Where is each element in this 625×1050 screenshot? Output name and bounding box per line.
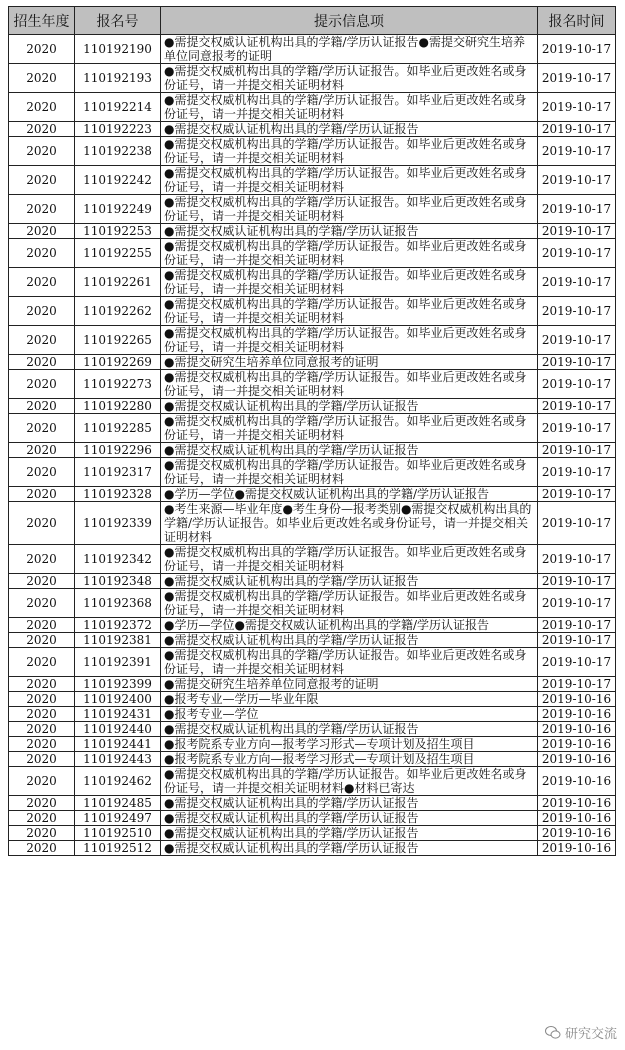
table-row [9, 64, 616, 93]
header-reg-id: 报名号 [75, 7, 161, 35]
cell-info: ●需提交权威认证机构出具的学籍/学历认证报告●需提交研究生培养单位同意报考的证明 [161, 35, 538, 64]
cell-info: ●报考院系专业方向—报考学习形式—专项计划及招生项目 [161, 737, 538, 752]
cell-reg-id: 110192462 [75, 767, 161, 796]
cell-year: 2020 [9, 648, 75, 677]
cell-date: 2019-10-17 [538, 545, 616, 574]
cell-reg-id: 110192269 [75, 355, 161, 370]
cell-year: 2020 [9, 677, 75, 692]
table-row [9, 707, 616, 722]
cell-reg-id: 110192328 [75, 487, 161, 502]
cell-year: 2020 [9, 737, 75, 752]
cell-reg-id: 110192265 [75, 326, 161, 355]
table-body [9, 35, 616, 856]
table-row [9, 722, 616, 737]
cell-reg-id: 110192262 [75, 297, 161, 326]
table-row [9, 692, 616, 707]
table-row [9, 841, 616, 856]
table-row [9, 297, 616, 326]
cell-date: 2019-10-17 [538, 122, 616, 137]
cell-date: 2019-10-16 [538, 752, 616, 767]
table-row [9, 677, 616, 692]
cell-year: 2020 [9, 35, 75, 64]
table-row [9, 355, 616, 370]
cell-date: 2019-10-17 [538, 355, 616, 370]
cell-info: ●需提交权威认证机构出具的学籍/学历认证报告 [161, 399, 538, 414]
cell-date: 2019-10-17 [538, 414, 616, 443]
cell-reg-id: 110192280 [75, 399, 161, 414]
table-row [9, 545, 616, 574]
cell-date: 2019-10-16 [538, 722, 616, 737]
table-row [9, 633, 616, 648]
cell-reg-id: 110192253 [75, 224, 161, 239]
cell-reg-id: 110192497 [75, 811, 161, 826]
cell-reg-id: 110192399 [75, 677, 161, 692]
cell-year: 2020 [9, 224, 75, 239]
table-row [9, 166, 616, 195]
cell-date: 2019-10-16 [538, 811, 616, 826]
cell-info: ●需提交权威机构出具的学籍/学历认证报告。如毕业后更改姓名或身份证号，请一并提交相关证明材料●材料已寄达 [161, 767, 538, 796]
cell-year: 2020 [9, 545, 75, 574]
cell-year: 2020 [9, 414, 75, 443]
cell-date: 2019-10-17 [538, 166, 616, 195]
table-row [9, 811, 616, 826]
cell-reg-id: 110192238 [75, 137, 161, 166]
cell-date: 2019-10-17 [538, 35, 616, 64]
wechat-icon [545, 1026, 561, 1039]
cell-date: 2019-10-16 [538, 826, 616, 841]
table-row [9, 737, 616, 752]
cell-info: ●需提交权威机构出具的学籍/学历认证报告。如毕业后更改姓名或身份证号，请一并提交相关证明材料 [161, 297, 538, 326]
table-row [9, 618, 616, 633]
table-row [9, 487, 616, 502]
cell-date: 2019-10-17 [538, 648, 616, 677]
table-row [9, 826, 616, 841]
cell-info: ●需提交权威认证机构出具的学籍/学历认证报告 [161, 122, 538, 137]
cell-date: 2019-10-17 [538, 326, 616, 355]
cell-info: ●需提交权威机构出具的学籍/学历认证报告。如毕业后更改姓名或身份证号，请一并提交相关证明材料 [161, 195, 538, 224]
cell-info: ●需提交权威认证机构出具的学籍/学历认证报告 [161, 722, 538, 737]
table-row [9, 239, 616, 268]
cell-year: 2020 [9, 767, 75, 796]
cell-date: 2019-10-17 [538, 677, 616, 692]
cell-reg-id: 110192255 [75, 239, 161, 268]
cell-year: 2020 [9, 195, 75, 224]
table-row [9, 35, 616, 64]
table-row [9, 767, 616, 796]
cell-date: 2019-10-17 [538, 458, 616, 487]
cell-year: 2020 [9, 122, 75, 137]
cell-info: ●需提交权威认证机构出具的学籍/学历认证报告 [161, 224, 538, 239]
watermark-text: 研究交流 [564, 1027, 617, 1042]
table-row [9, 224, 616, 239]
cell-info: ●需提交权威机构出具的学籍/学历认证报告。如毕业后更改姓名或身份证号，请一并提交相关证明材料 [161, 414, 538, 443]
cell-year: 2020 [9, 692, 75, 707]
header-date: 报名时间 [538, 7, 616, 35]
cell-year: 2020 [9, 93, 75, 122]
cell-year: 2020 [9, 618, 75, 633]
cell-info: ●报考院系专业方向—报考学习形式—专项计划及招生项目 [161, 752, 538, 767]
cell-info: ●需提交权威机构出具的学籍/学历认证报告。如毕业后更改姓名或身份证号，请一并提交相关证明材料 [161, 137, 538, 166]
cell-year: 2020 [9, 458, 75, 487]
cell-reg-id: 110192285 [75, 414, 161, 443]
cell-info: ●考生来源—毕业年度●考生身份—报考类别●需提交权威机构出具的学籍/学历认证报告。如毕业后更改姓名或身份证号，请一并提交相关证明材料 [161, 502, 538, 545]
cell-info: ●需提交权威认证机构出具的学籍/学历认证报告 [161, 841, 538, 856]
cell-year: 2020 [9, 633, 75, 648]
table-row [9, 370, 616, 399]
cell-date: 2019-10-17 [538, 297, 616, 326]
cell-date: 2019-10-16 [538, 841, 616, 856]
table-row [9, 458, 616, 487]
cell-info: ●需提交权威机构出具的学籍/学历认证报告。如毕业后更改姓名或身份证号，请一并提交相关证明材料 [161, 326, 538, 355]
cell-date: 2019-10-16 [538, 767, 616, 796]
cell-reg-id: 110192443 [75, 752, 161, 767]
cell-reg-id: 110192273 [75, 370, 161, 399]
cell-date: 2019-10-17 [538, 195, 616, 224]
cell-year: 2020 [9, 399, 75, 414]
cell-info: ●需提交权威认证机构出具的学籍/学历认证报告 [161, 574, 538, 589]
cell-date: 2019-10-17 [538, 487, 616, 502]
cell-reg-id: 110192348 [75, 574, 161, 589]
cell-reg-id: 110192242 [75, 166, 161, 195]
table-header-row [9, 7, 616, 35]
cell-info: ●需提交权威机构出具的学籍/学历认证报告。如毕业后更改姓名或身份证号，请一并提交相关证明材料 [161, 64, 538, 93]
cell-reg-id: 110192339 [75, 502, 161, 545]
cell-year: 2020 [9, 752, 75, 767]
cell-date: 2019-10-17 [538, 137, 616, 166]
cell-reg-id: 110192214 [75, 93, 161, 122]
cell-info: ●需提交权威认证机构出具的学籍/学历认证报告 [161, 443, 538, 458]
cell-info: ●需提交权威机构出具的学籍/学历认证报告。如毕业后更改姓名或身份证号，请一并提交相关证明材料 [161, 370, 538, 399]
cell-year: 2020 [9, 443, 75, 458]
cell-reg-id: 110192381 [75, 633, 161, 648]
cell-reg-id: 110192342 [75, 545, 161, 574]
cell-reg-id: 110192368 [75, 589, 161, 618]
cell-reg-id: 110192193 [75, 64, 161, 93]
cell-reg-id: 110192249 [75, 195, 161, 224]
cell-year: 2020 [9, 796, 75, 811]
cell-info: ●需提交权威机构出具的学籍/学历认证报告。如毕业后更改姓名或身份证号，请一并提交相关证明材料 [161, 648, 538, 677]
cell-date: 2019-10-17 [538, 239, 616, 268]
table-row [9, 796, 616, 811]
cell-info: ●需提交权威认证机构出具的学籍/学历认证报告 [161, 811, 538, 826]
cell-year: 2020 [9, 166, 75, 195]
cell-reg-id: 110192391 [75, 648, 161, 677]
cell-info: ●需提交权威机构出具的学籍/学历认证报告。如毕业后更改姓名或身份证号，请一并提交相关证明材料 [161, 268, 538, 297]
cell-year: 2020 [9, 370, 75, 399]
cell-date: 2019-10-17 [538, 268, 616, 297]
cell-date: 2019-10-17 [538, 574, 616, 589]
cell-reg-id: 110192441 [75, 737, 161, 752]
cell-info: ●需提交权威机构出具的学籍/学历认证报告。如毕业后更改姓名或身份证号，请一并提交相关证明材料 [161, 239, 538, 268]
watermark [545, 1023, 617, 1042]
cell-year: 2020 [9, 487, 75, 502]
table-row [9, 399, 616, 414]
cell-info: ●学历—学位●需提交权威认证机构出具的学籍/学历认证报告 [161, 487, 538, 502]
cell-year: 2020 [9, 811, 75, 826]
cell-info: ●需提交权威认证机构出具的学籍/学历认证报告 [161, 633, 538, 648]
cell-reg-id: 110192431 [75, 707, 161, 722]
cell-reg-id: 110192190 [75, 35, 161, 64]
cell-year: 2020 [9, 64, 75, 93]
cell-year: 2020 [9, 589, 75, 618]
cell-date: 2019-10-17 [538, 633, 616, 648]
cell-info: ●报考专业—学位 [161, 707, 538, 722]
cell-info: ●需提交研究生培养单位同意报考的证明 [161, 677, 538, 692]
cell-info: ●报考专业—学历—毕业年限 [161, 692, 538, 707]
cell-date: 2019-10-17 [538, 399, 616, 414]
table-row [9, 648, 616, 677]
cell-date: 2019-10-17 [538, 64, 616, 93]
cell-date: 2019-10-16 [538, 737, 616, 752]
cell-reg-id: 110192223 [75, 122, 161, 137]
cell-info: ●需提交权威机构出具的学籍/学历认证报告。如毕业后更改姓名或身份证号，请一并提交相关证明材料 [161, 545, 538, 574]
header-year: 招生年度 [9, 7, 75, 35]
cell-info: ●需提交权威机构出具的学籍/学历认证报告。如毕业后更改姓名或身份证号，请一并提交相关证明材料 [161, 93, 538, 122]
cell-date: 2019-10-17 [538, 370, 616, 399]
cell-info: ●需提交研究生培养单位同意报考的证明 [161, 355, 538, 370]
cell-info: ●学历—学位●需提交权威认证机构出具的学籍/学历认证报告 [161, 618, 538, 633]
cell-info: ●需提交权威机构出具的学籍/学历认证报告。如毕业后更改姓名或身份证号，请一并提交相关证明材料 [161, 458, 538, 487]
table-row [9, 502, 616, 545]
notice-table [8, 6, 616, 856]
cell-info: ●需提交权威机构出具的学籍/学历认证报告。如毕业后更改姓名或身份证号，请一并提交相关证明材料 [161, 166, 538, 195]
table-row [9, 268, 616, 297]
cell-year: 2020 [9, 326, 75, 355]
cell-reg-id: 110192485 [75, 796, 161, 811]
table-row [9, 589, 616, 618]
cell-year: 2020 [9, 137, 75, 166]
cell-date: 2019-10-17 [538, 224, 616, 239]
table-row [9, 93, 616, 122]
cell-info: ●需提交权威认证机构出具的学籍/学历认证报告 [161, 826, 538, 841]
cell-info: ●需提交权威机构出具的学籍/学历认证报告。如毕业后更改姓名或身份证号，请一并提交相关证明材料 [161, 589, 538, 618]
cell-reg-id: 110192400 [75, 692, 161, 707]
cell-date: 2019-10-16 [538, 692, 616, 707]
cell-year: 2020 [9, 574, 75, 589]
cell-year: 2020 [9, 239, 75, 268]
table-row [9, 326, 616, 355]
cell-year: 2020 [9, 502, 75, 545]
table-row [9, 574, 616, 589]
cell-year: 2020 [9, 707, 75, 722]
cell-date: 2019-10-17 [538, 502, 616, 545]
table-row [9, 195, 616, 224]
table-row [9, 443, 616, 458]
cell-reg-id: 110192372 [75, 618, 161, 633]
header-info: 提示信息项 [161, 7, 538, 35]
cell-reg-id: 110192317 [75, 458, 161, 487]
cell-date: 2019-10-17 [538, 618, 616, 633]
table-row [9, 414, 616, 443]
cell-date: 2019-10-16 [538, 796, 616, 811]
table-row [9, 122, 616, 137]
cell-date: 2019-10-17 [538, 93, 616, 122]
cell-reg-id: 110192510 [75, 826, 161, 841]
cell-date: 2019-10-16 [538, 707, 616, 722]
cell-reg-id: 110192440 [75, 722, 161, 737]
cell-year: 2020 [9, 268, 75, 297]
table-row [9, 137, 616, 166]
cell-year: 2020 [9, 355, 75, 370]
cell-year: 2020 [9, 297, 75, 326]
cell-reg-id: 110192296 [75, 443, 161, 458]
cell-year: 2020 [9, 826, 75, 841]
cell-date: 2019-10-17 [538, 589, 616, 618]
cell-reg-id: 110192261 [75, 268, 161, 297]
cell-date: 2019-10-17 [538, 443, 616, 458]
cell-reg-id: 110192512 [75, 841, 161, 856]
table-row [9, 752, 616, 767]
cell-year: 2020 [9, 722, 75, 737]
cell-info: ●需提交权威认证机构出具的学籍/学历认证报告 [161, 796, 538, 811]
cell-year: 2020 [9, 841, 75, 856]
